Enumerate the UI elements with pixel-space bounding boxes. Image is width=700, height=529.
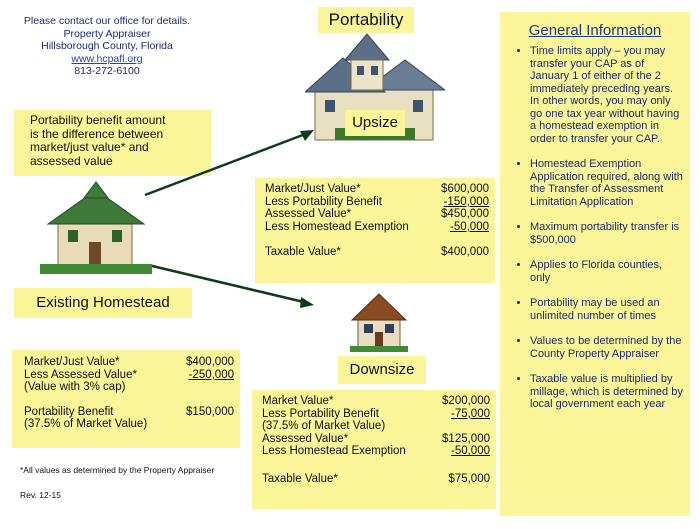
- general-info-title: General Information: [528, 22, 662, 39]
- contact-info: [12, 15, 202, 78]
- list-item: • Portability may be used an unlimited number of times: [530, 297, 684, 322]
- row-label: Assessed Value*: [265, 208, 352, 220]
- explanation-line: assessed value: [30, 153, 113, 168]
- contact-line: Please contact our office for details.: [23, 15, 191, 27]
- general-information-panel: [500, 12, 690, 516]
- value-row: [262, 420, 490, 433]
- explanation-line: is the difference between: [30, 126, 164, 141]
- value-row: [262, 395, 490, 408]
- list-item: • Taxable value is multiplied by millage, which is determined by local government each year: [530, 373, 684, 411]
- row-label: Less Homestead Exemption: [265, 220, 409, 233]
- row-value: $400,000: [186, 356, 234, 368]
- row-value: $150,000: [186, 405, 234, 418]
- list-item: • Applies to Florida counties, only: [530, 259, 684, 284]
- row-value: -150,000: [443, 195, 489, 208]
- value-row: [262, 433, 490, 446]
- row-label: Market/Just Value*: [265, 183, 361, 195]
- footnote: *All values as determined by the Property Appraiser: [20, 465, 215, 475]
- row-value: -50,000: [449, 220, 489, 233]
- list-item: • Homestead Exemption Application required, along with the Transfer of Assessment Limitation Application: [530, 158, 684, 208]
- contact-line: Property Appraiser: [63, 27, 151, 40]
- downsize-arrowhead: [300, 297, 314, 308]
- existing-values: [12, 350, 240, 448]
- row-label: Portability Benefit: [24, 405, 114, 418]
- small-house-icon: [350, 290, 408, 352]
- row-value: $75,000: [448, 472, 490, 485]
- contact-line: Hillsborough County, Florida: [41, 40, 173, 52]
- row-value: -75,000: [450, 407, 490, 420]
- row-label: Taxable Value*: [262, 472, 338, 485]
- info-list: [500, 45, 690, 411]
- value-row: [265, 183, 489, 196]
- row-label: (Value with 3% cap): [24, 381, 126, 393]
- phone-number: 813-272-6100: [74, 65, 140, 77]
- row-label: Less Portability Benefit: [262, 407, 379, 420]
- row-value: -50,000: [450, 445, 490, 457]
- revision-note: Rev. 12-15: [20, 490, 61, 500]
- explanation-line: Portability benefit amount: [30, 113, 166, 127]
- value-row: [262, 408, 490, 421]
- row-value: $450,000: [441, 208, 489, 220]
- value-row: [265, 196, 489, 209]
- row-label: Less Portability Benefit: [265, 195, 382, 208]
- value-row: [24, 406, 234, 419]
- value-row: [262, 445, 490, 458]
- value-row: [24, 381, 234, 394]
- value-row: [24, 369, 234, 382]
- row-label: Market Value*: [262, 395, 334, 407]
- row-label: Taxable Value*: [265, 246, 341, 258]
- row-value: $200,000: [442, 395, 490, 407]
- explanation-line: market/just value* and: [30, 140, 149, 154]
- row-label: (37.5% of Market Value): [24, 418, 148, 430]
- value-row: [265, 221, 489, 234]
- row-label: Market/Just Value*: [24, 356, 120, 368]
- row-label: Less Homestead Exemption: [262, 445, 406, 457]
- list-item: • Maximum portability transfer is $500,000: [530, 221, 684, 246]
- list-item: • Values to be determined by the County Property Appraiser: [530, 335, 684, 360]
- website-link[interactable]: www.hcpafl.org: [71, 52, 143, 65]
- row-label: Assessed Value*: [262, 432, 349, 445]
- value-row: [24, 418, 234, 431]
- downsize-values: [252, 390, 496, 509]
- value-row: [262, 473, 490, 486]
- downsize-label: Downsize: [338, 356, 426, 384]
- upsize-values: [255, 178, 495, 283]
- row-value: $600,000: [441, 183, 489, 195]
- value-row: [265, 246, 489, 259]
- row-label: Less Assessed Value*: [24, 368, 137, 381]
- row-value: $400,000: [441, 246, 489, 258]
- existing-house-icon: [40, 180, 152, 275]
- portability-title: Portability: [318, 7, 414, 33]
- row-value: $125,000: [442, 432, 490, 445]
- list-item: • Time limits apply – you may transfer your CAP as of January 1 of either of the 2 immediately preceding years. In other words, you may only go one tax year without having a homestead exemption in order to transfer your CAP.: [530, 45, 684, 145]
- row-value: -250,000: [188, 368, 234, 381]
- upsize-label: Upsize: [345, 110, 405, 136]
- existing-homestead-label: Existing Homestead: [14, 288, 192, 318]
- value-row: [24, 356, 234, 369]
- row-label: (37.5% of Market Value): [262, 420, 386, 432]
- value-row: [265, 208, 489, 221]
